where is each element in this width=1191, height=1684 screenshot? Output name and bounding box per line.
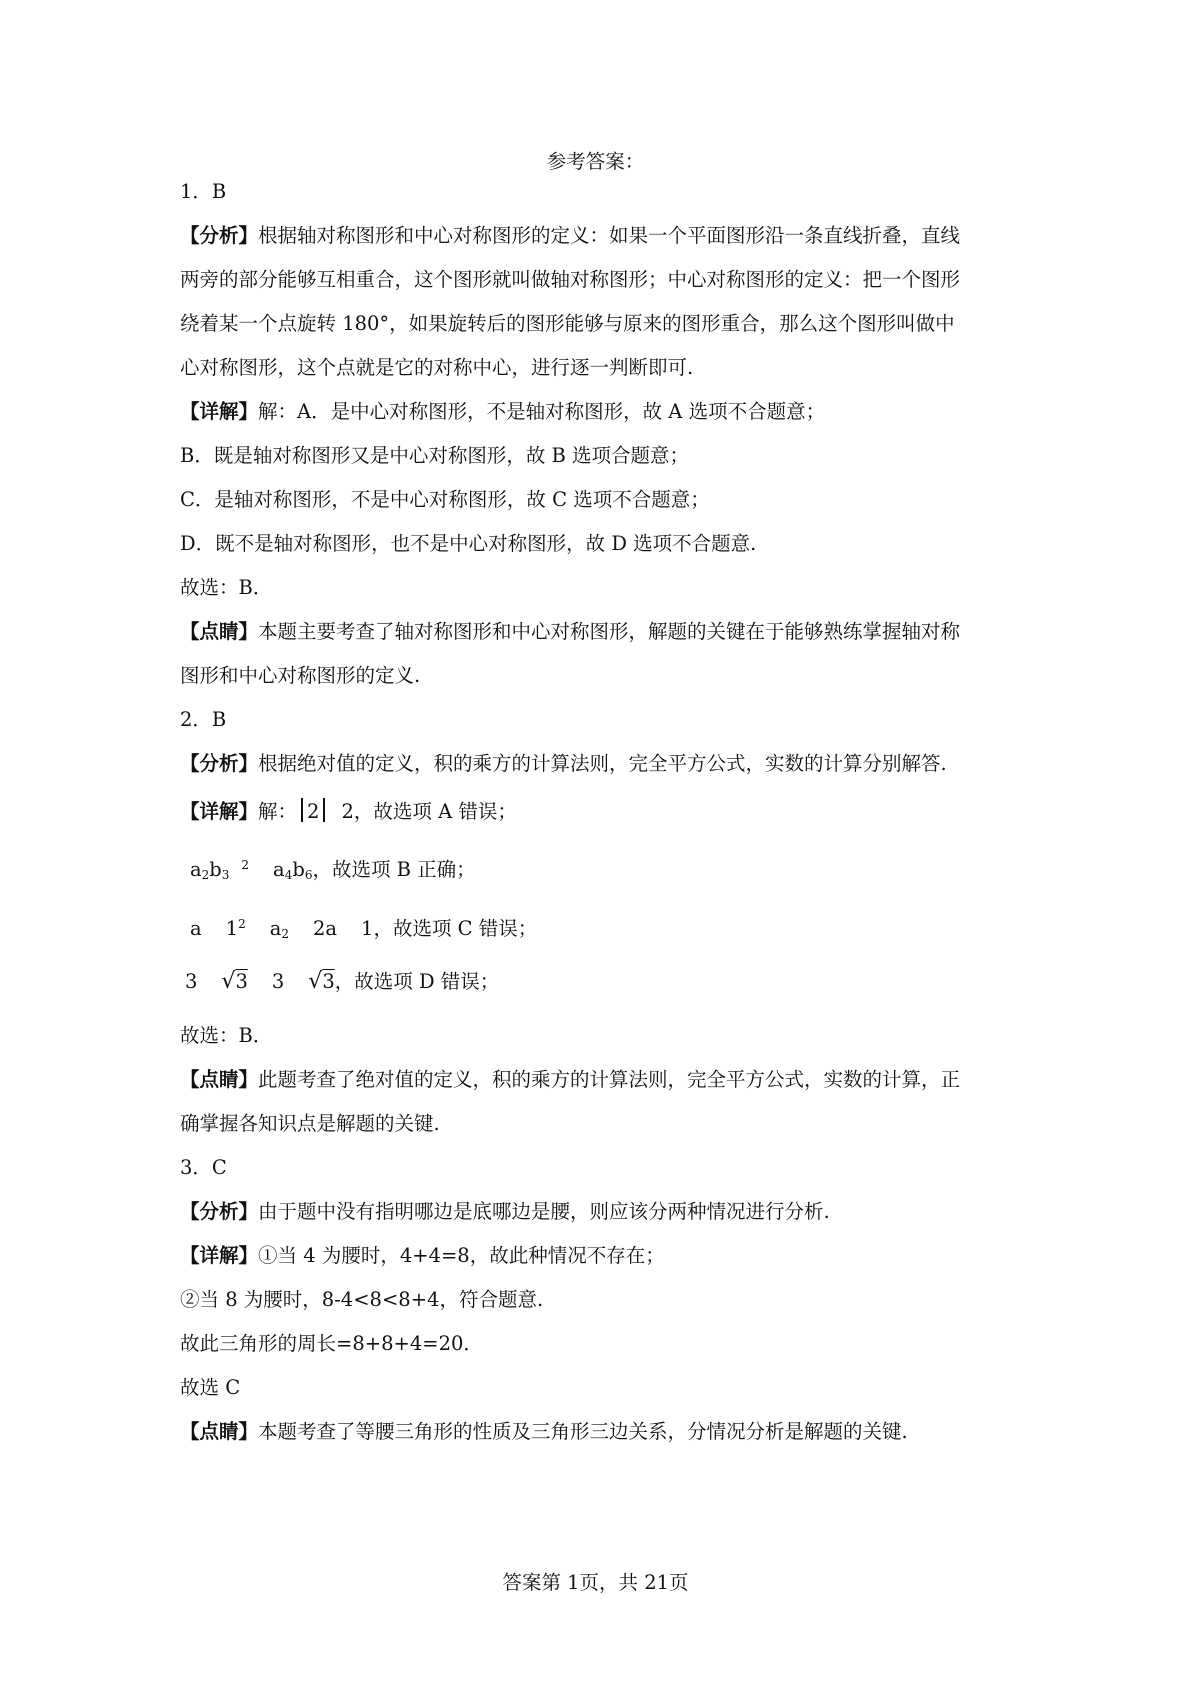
q1-detail-line-2: B．既是轴对称图形又是中心对称图形，故 B 选项合题意； xyxy=(180,444,690,467)
q3-analysis-line: 【分析】由于题中没有指明哪边是底哪边是腰，则应该分两种情况进行分析. xyxy=(180,1200,830,1223)
q3-comment-tag: 【点睛】 xyxy=(180,1420,259,1443)
q3-detail-tag: 【详解】 xyxy=(180,1244,259,1267)
page-footer: 答案第 1页，共 21页 xyxy=(502,1571,689,1594)
q2-detail-line-b: $a_2b_3^2$ $a_4b_6$，故选项 B 正确； xyxy=(190,858,476,882)
q1-analysis-tag: 【分析】 xyxy=(180,224,259,247)
q1-detail-line-3: C．是轴对称图形，不是中心对称图形，故 C 选项不合题意； xyxy=(180,488,710,511)
q1-detail-tag: 【详解】 xyxy=(180,400,259,423)
q1-analysis-line-4: 心对称图形，这个点就是它的对称中心，进行逐一判断即可. xyxy=(180,356,694,379)
q1-detail-line-1: 【详解】解：A．是中心对称图形，不是轴对称图形，故 A 选项不合题意； xyxy=(180,400,826,423)
page-title: 参考答案： xyxy=(546,150,645,173)
q3-perimeter: 故此三角形的周长=8+8+4=20． xyxy=(180,1332,483,1355)
q2-analysis-tag: 【分析】 xyxy=(180,752,259,775)
q2-comment-tag: 【点睛】 xyxy=(180,1068,259,1091)
q1-comment-line-2: 图形和中心对称图形的定义. xyxy=(180,664,421,687)
q1-detail-line-4: D．既不是轴对称图形，也不是中心对称图形，故 D 选项不合题意. xyxy=(180,532,757,555)
q1-analysis-line-2: 两旁的部分能够互相重合，这个图形就叫做轴对称图形；中心对称图形的定义：把一个图形 xyxy=(180,268,961,291)
q2-detail-line-c: a $1^2$ $a_2$ 2a 1，故选项 C 错误； xyxy=(190,917,538,941)
q2-detail-line-d: 3 √3 3 √3，故选项 D 错误； xyxy=(185,969,500,994)
q3-analysis-tag: 【分析】 xyxy=(180,1200,259,1223)
q1-analysis-line-3: 绕着某一个点旋转 180°，如果旋转后的图形能够与原来的图形重合，那么这个图形叫做中 xyxy=(180,312,955,335)
q2-comment-line-1: 【点睛】此题考查了绝对值的定义，积的乘方的计算法则，完全平方公式，实数的计算，正 xyxy=(180,1068,961,1091)
q2-detail-tag: 【详解】 xyxy=(180,800,259,823)
sqrt-symbol: √ xyxy=(221,969,236,994)
q2-detail-line-a: 【详解】解： 2 2，故选项 A 错误； xyxy=(180,800,517,823)
q1-comment-line-1: 【点睛】本题主要考查了轴对称图形和中心对称图形，解题的关键在于能够熟练掌握轴对称 xyxy=(180,620,961,643)
q3-detail-line-2: ②当 8 为腰时，8-4<8<8+4，符合题意. xyxy=(180,1288,544,1311)
q3-comment-line: 【点睛】本题考查了等腰三角形的性质及三角形三边关系，分情况分析是解题的关键. xyxy=(180,1420,908,1443)
q3-detail-line-1: 【详解】①当 4 为腰时，4+4=8，故此种情况不存在； xyxy=(180,1244,665,1267)
q2-answer: 2．B xyxy=(180,708,227,731)
abs-bar-right xyxy=(323,798,325,822)
q1-analysis-line-1: 【分析】根据轴对称图形和中心对称图形的定义：如果一个平面图形沿一条直线折叠，直线 xyxy=(180,224,961,247)
q3-choice: 故选 C xyxy=(180,1376,241,1399)
q2-choice: 故选：B． xyxy=(180,1024,273,1047)
q1-comment-tag: 【点睛】 xyxy=(180,620,259,643)
sqrt-symbol: √ xyxy=(308,969,323,994)
abs-bar-left xyxy=(301,798,303,822)
q2-analysis-line: 【分析】根据绝对值的定义，积的乘方的计算法则，完全平方公式，实数的计算分别解答. xyxy=(180,752,947,775)
q1-answer: 1．B xyxy=(180,180,227,203)
q1-choice: 故选：B． xyxy=(180,576,273,599)
q2-comment-line-2: 确掌握各知识点是解题的关键. xyxy=(180,1112,440,1135)
q3-answer: 3．C xyxy=(180,1156,227,1179)
